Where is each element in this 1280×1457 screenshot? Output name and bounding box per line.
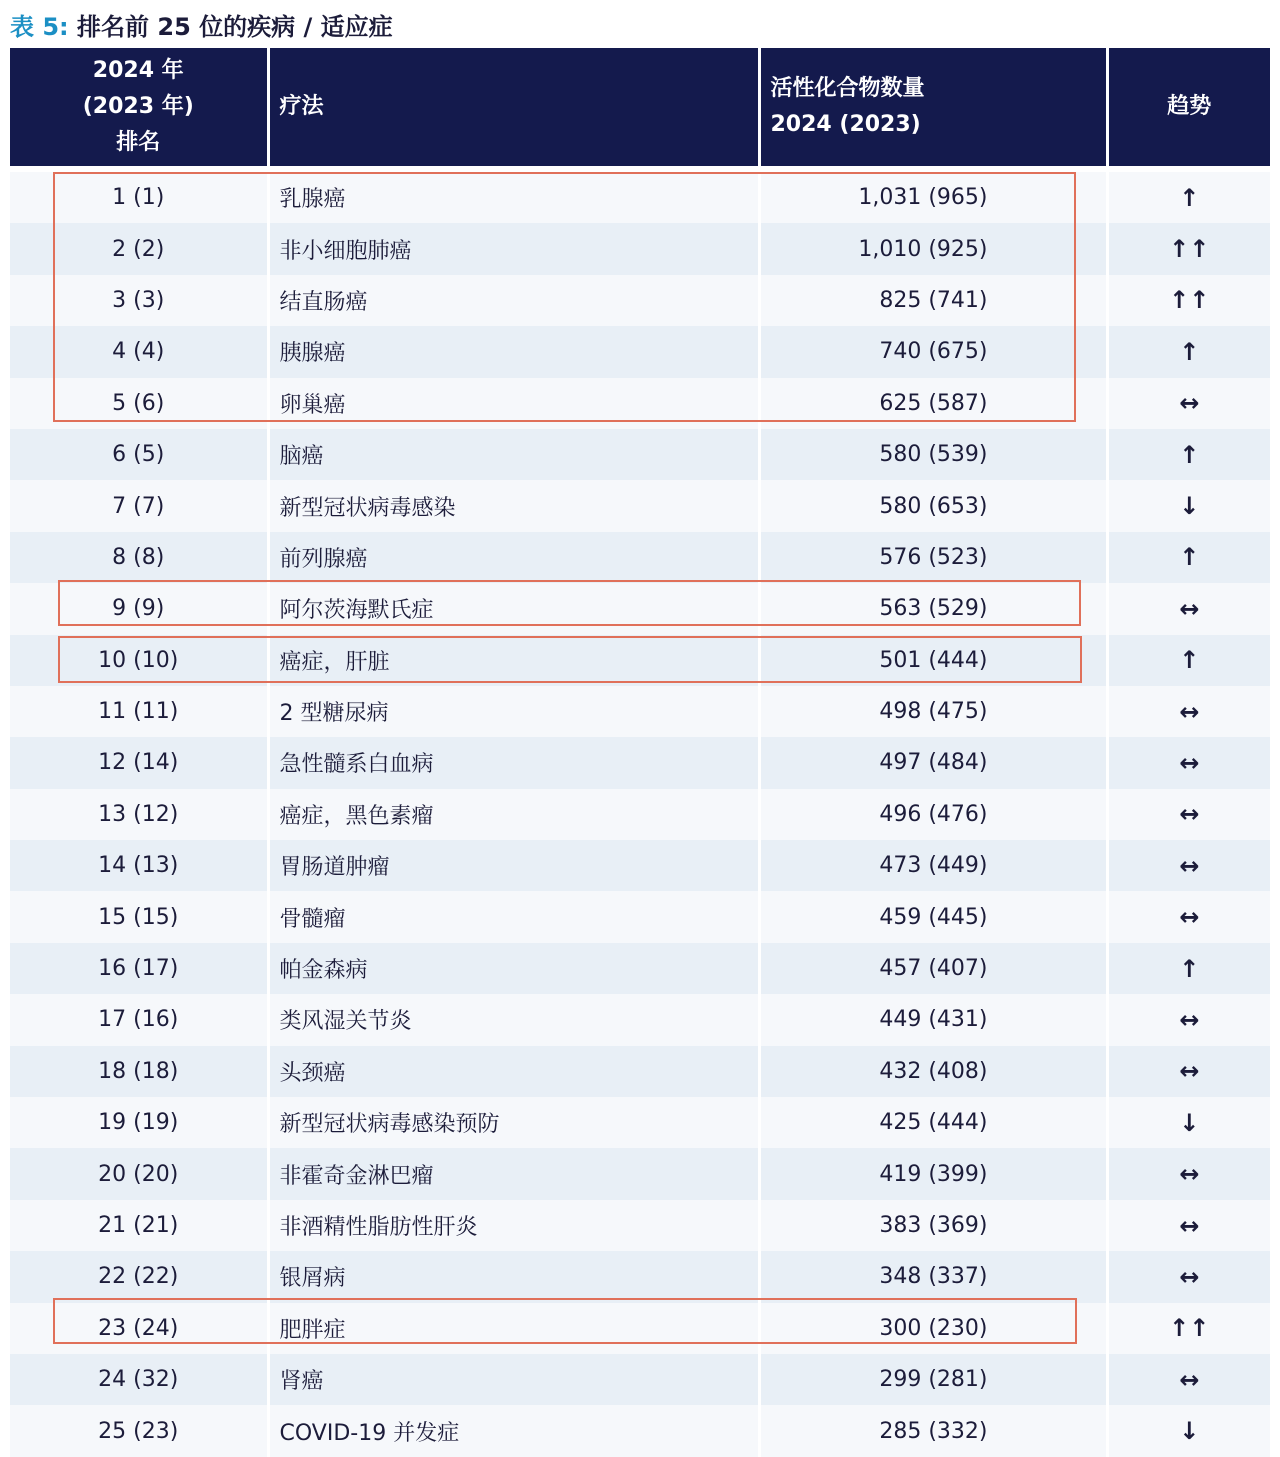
count-cell: 576 (523)	[759, 532, 1107, 583]
trend-cell: ↔	[1107, 1148, 1270, 1199]
trend-cell: ↔	[1107, 583, 1270, 634]
count-cell: 300 (230)	[759, 1303, 1107, 1354]
table-caption	[10, 10, 393, 44]
count-cell: 383 (369)	[759, 1200, 1107, 1251]
trend-cell: ↔	[1107, 1354, 1270, 1405]
table-row	[10, 1046, 1270, 1097]
therapy-cell: 帕金森病	[268, 943, 759, 994]
header-count-line1: 活性化合物数量	[770, 76, 925, 101]
table-row	[10, 275, 1270, 326]
count-cell: 825 (741)	[759, 275, 1107, 326]
header-count	[759, 48, 1107, 169]
header-count-line2: 2024 (2023)	[770, 112, 921, 137]
rank-cell: 18 (18)	[10, 1046, 268, 1097]
therapy-cell: 胰腺癌	[268, 326, 759, 377]
count-cell: 498 (475)	[759, 686, 1107, 737]
therapy-cell: COVID-19 并发症	[268, 1405, 759, 1456]
rank-cell: 5 (6)	[10, 378, 268, 429]
count-cell: 419 (399)	[759, 1148, 1107, 1199]
header-trend: 趋势	[1107, 48, 1270, 169]
header-therapy: 疗法	[268, 48, 759, 169]
table-row	[10, 1097, 1270, 1148]
trend-cell: ↑↑	[1107, 1303, 1270, 1354]
rank-cell: 22 (22)	[10, 1251, 268, 1302]
therapy-cell: 癌症，肝脏	[268, 635, 759, 686]
table-row	[10, 1148, 1270, 1199]
rank-cell: 11 (11)	[10, 686, 268, 737]
count-cell: 740 (675)	[759, 326, 1107, 377]
table-row	[10, 737, 1270, 788]
caption-label: 表 5:	[10, 13, 69, 41]
therapy-cell: 肾癌	[268, 1354, 759, 1405]
trend-cell: ↔	[1107, 789, 1270, 840]
count-cell: 501 (444)	[759, 635, 1107, 686]
trend-cell: ↓	[1107, 1405, 1270, 1456]
trend-cell: ↔	[1107, 1046, 1270, 1097]
rank-cell: 12 (14)	[10, 737, 268, 788]
table-row	[10, 1251, 1270, 1302]
count-cell: 496 (476)	[759, 789, 1107, 840]
rank-cell: 2 (2)	[10, 223, 268, 274]
table-row	[10, 840, 1270, 891]
trend-cell: ↑	[1107, 429, 1270, 480]
trend-cell: ↓	[1107, 480, 1270, 531]
table-row	[10, 378, 1270, 429]
count-cell: 497 (484)	[759, 737, 1107, 788]
therapy-cell: 卵巢癌	[268, 378, 759, 429]
table-row	[10, 1354, 1270, 1405]
table-row	[10, 223, 1270, 274]
rank-cell: 8 (8)	[10, 532, 268, 583]
rank-cell: 13 (12)	[10, 789, 268, 840]
count-cell: 457 (407)	[759, 943, 1107, 994]
header-rank	[10, 48, 268, 169]
count-cell: 1,010 (925)	[759, 223, 1107, 274]
therapy-cell: 脑癌	[268, 429, 759, 480]
table-row	[10, 1303, 1270, 1354]
table-row	[10, 943, 1270, 994]
count-cell: 459 (445)	[759, 891, 1107, 942]
header-rank-line3: 排名	[116, 130, 161, 155]
therapy-cell: 头颈癌	[268, 1046, 759, 1097]
table-row	[10, 686, 1270, 737]
count-cell: 580 (539)	[759, 429, 1107, 480]
therapy-cell: 类风湿关节炎	[268, 994, 759, 1045]
trend-cell: ↔	[1107, 686, 1270, 737]
therapy-cell: 前列腺癌	[268, 532, 759, 583]
table-row	[10, 891, 1270, 942]
rank-cell: 15 (15)	[10, 891, 268, 942]
count-cell: 625 (587)	[759, 378, 1107, 429]
count-cell: 425 (444)	[759, 1097, 1107, 1148]
rank-cell: 6 (5)	[10, 429, 268, 480]
rank-cell: 1 (1)	[10, 169, 268, 223]
rank-cell: 21 (21)	[10, 1200, 268, 1251]
count-cell: 285 (332)	[759, 1405, 1107, 1456]
table-row	[10, 994, 1270, 1045]
rank-cell: 16 (17)	[10, 943, 268, 994]
count-cell: 348 (337)	[759, 1251, 1107, 1302]
trend-cell: ↔	[1107, 994, 1270, 1045]
therapy-cell: 骨髓瘤	[268, 891, 759, 942]
table-row	[10, 583, 1270, 634]
count-cell: 449 (431)	[759, 994, 1107, 1045]
therapy-cell: 非小细胞肺癌	[268, 223, 759, 274]
rank-cell: 24 (32)	[10, 1354, 268, 1405]
rank-cell: 19 (19)	[10, 1097, 268, 1148]
rank-cell: 17 (16)	[10, 994, 268, 1045]
therapy-cell: 非酒精性脂肪性肝炎	[268, 1200, 759, 1251]
header-rank-line2: (2023 年)	[82, 94, 194, 119]
table-row	[10, 635, 1270, 686]
therapy-cell: 乳腺癌	[268, 169, 759, 223]
trend-cell: ↔	[1107, 891, 1270, 942]
therapy-cell: 非霍奇金淋巴瘤	[268, 1148, 759, 1199]
rank-cell: 9 (9)	[10, 583, 268, 634]
count-cell: 1,031 (965)	[759, 169, 1107, 223]
table-row	[10, 480, 1270, 531]
rank-cell: 10 (10)	[10, 635, 268, 686]
therapy-cell: 2 型糖尿病	[268, 686, 759, 737]
header-rank-line1: 2024 年	[92, 58, 184, 83]
count-cell: 299 (281)	[759, 1354, 1107, 1405]
therapy-cell: 新型冠状病毒感染预防	[268, 1097, 759, 1148]
ranking-table	[10, 48, 1270, 1457]
trend-cell: ↑	[1107, 532, 1270, 583]
trend-cell: ↑	[1107, 326, 1270, 377]
trend-cell: ↔	[1107, 378, 1270, 429]
rank-cell: 7 (7)	[10, 480, 268, 531]
rank-cell: 23 (24)	[10, 1303, 268, 1354]
rank-cell: 25 (23)	[10, 1405, 268, 1456]
trend-cell: ↔	[1107, 1251, 1270, 1302]
rank-cell: 3 (3)	[10, 275, 268, 326]
trend-cell: ↑↑	[1107, 223, 1270, 274]
trend-cell: ↑	[1107, 635, 1270, 686]
therapy-cell: 肥胖症	[268, 1303, 759, 1354]
header-row	[10, 48, 1270, 169]
count-cell: 432 (408)	[759, 1046, 1107, 1097]
trend-cell: ↓	[1107, 1097, 1270, 1148]
trend-cell: ↑↑	[1107, 275, 1270, 326]
count-cell: 563 (529)	[759, 583, 1107, 634]
table-row	[10, 326, 1270, 377]
trend-cell: ↔	[1107, 737, 1270, 788]
therapy-cell: 阿尔茨海默氏症	[268, 583, 759, 634]
table-row	[10, 429, 1270, 480]
therapy-cell: 新型冠状病毒感染	[268, 480, 759, 531]
rank-cell: 20 (20)	[10, 1148, 268, 1199]
table-row	[10, 532, 1270, 583]
rank-cell: 4 (4)	[10, 326, 268, 377]
trend-cell: ↑	[1107, 169, 1270, 223]
table-row	[10, 789, 1270, 840]
count-cell: 473 (449)	[759, 840, 1107, 891]
trend-cell: ↑	[1107, 943, 1270, 994]
therapy-cell: 银屑病	[268, 1251, 759, 1302]
therapy-cell: 癌症，黑色素瘤	[268, 789, 759, 840]
therapy-cell: 急性髓系白血病	[268, 737, 759, 788]
caption-title: 排名前 25 位的疾病 / 适应症	[77, 13, 393, 41]
therapy-cell: 胃肠道肿瘤	[268, 840, 759, 891]
trend-cell: ↔	[1107, 840, 1270, 891]
table-row	[10, 1405, 1270, 1456]
therapy-cell: 结直肠癌	[268, 275, 759, 326]
table-row	[10, 169, 1270, 223]
table-row	[10, 1200, 1270, 1251]
rank-cell: 14 (13)	[10, 840, 268, 891]
trend-cell: ↔	[1107, 1200, 1270, 1251]
count-cell: 580 (653)	[759, 480, 1107, 531]
